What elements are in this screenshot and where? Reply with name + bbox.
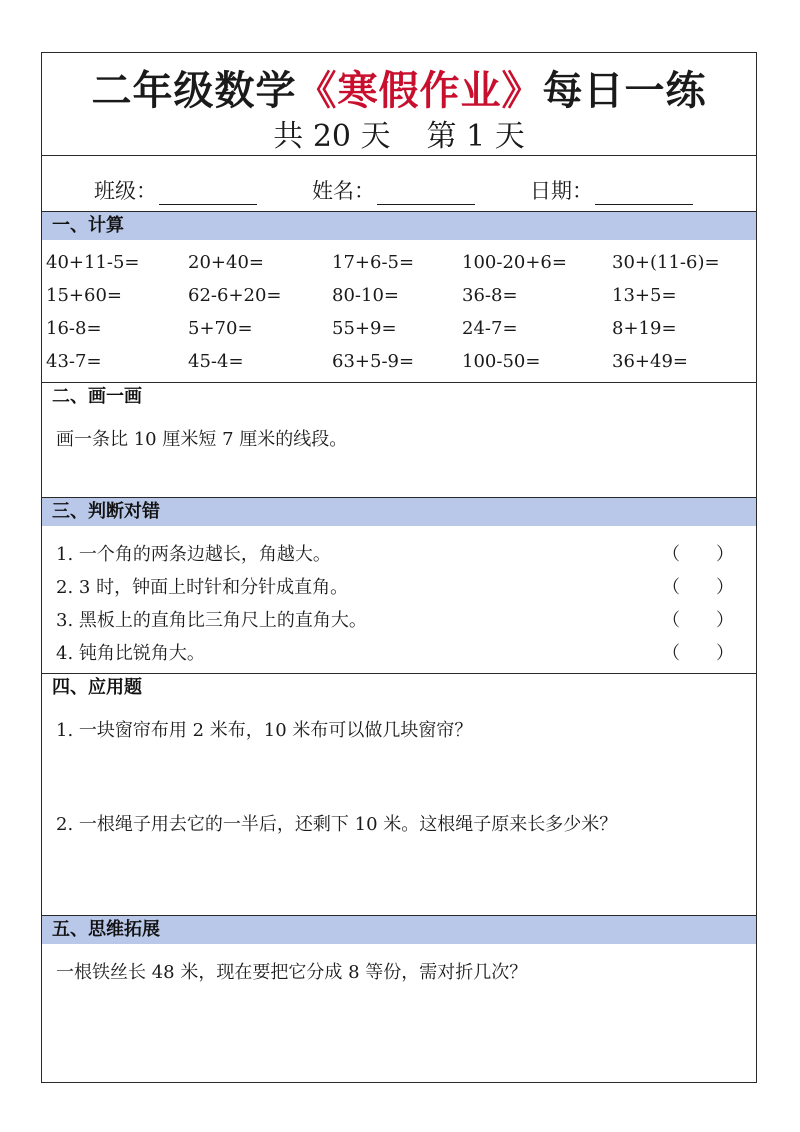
calc-problem: 63+5-9= [332,351,415,372]
calc-problem: 30+(11-6)= [612,252,720,273]
calc-problem: 13+5= [612,285,677,306]
judge-item: 1. 一个角的两条边越长，角越大。 [56,544,331,565]
subtitle-day-number: 第 1 天 [426,119,525,154]
calc-problem: 16-8= [46,318,102,339]
calculation-grid [42,240,756,370]
name-blank[interactable] [377,184,475,205]
title-block [42,53,756,156]
calc-problem: 62-6+20= [188,285,282,306]
word-problem-item: 1. 一块窗帘布用 2 米布，10 米布可以做几块窗帘？ [56,720,473,741]
answer-parentheses[interactable]: （ ） [662,577,734,598]
judge-item: 3. 黑板上的直角比三角尺上的直角大。 [56,610,367,631]
calc-problem: 15+60= [46,285,122,306]
title-practice: 每日一练 [542,68,707,114]
date-blank[interactable] [595,184,693,205]
section-header-drawing: 二、画一画 [42,383,756,411]
answer-parentheses[interactable]: （ ） [662,610,734,631]
calc-problem: 55+9= [332,318,397,339]
calc-problem: 45-4= [188,351,244,372]
section-header-calculation: 一、计算 [42,212,756,240]
calc-problem: 17+6-5= [332,252,415,273]
name-label: 姓名： [312,179,375,203]
calc-problem: 5+70= [188,318,253,339]
worksheet [41,52,757,1083]
worksheet-title [42,59,756,116]
calc-problem: 8+19= [612,318,677,339]
name-field [312,175,475,205]
calc-problem: 20+40= [188,252,264,273]
calc-problem: 43-7= [46,351,102,372]
calc-problem: 100-50= [462,351,541,372]
class-blank[interactable] [159,184,257,205]
answer-parentheses[interactable]: （ ） [662,643,734,664]
section-header-thinking-extension: 五、思维拓展 [42,916,756,944]
date-field [530,175,693,205]
judge-item: 2. 3 时，钟面上时针和分针成直角。 [56,577,349,598]
calc-problem: 36+49= [612,351,688,372]
section-true-false [42,497,756,673]
student-info-row [42,155,756,211]
class-field [94,175,257,205]
drawing-question: 画一条比 10 厘米短 7 厘米的线段。 [56,429,348,450]
subtitle-total-days: 共 20 天 [273,119,391,154]
calc-problem: 80-10= [332,285,399,306]
calc-problem: 100-20+6= [462,252,567,273]
section-word-problems [42,673,756,915]
title-accent: 《寒假作业》 [296,68,543,114]
section-calculation [42,211,756,382]
thinking-question: 一根铁丝长 48 米，现在要把它分成 8 等份，需对折几次？ [56,962,528,983]
section-header-true-false: 三、判断对错 [42,498,756,526]
worksheet-subtitle [42,111,756,155]
section-thinking-extension [42,915,756,1082]
section-header-word-problems: 四、应用题 [42,674,756,702]
answer-parentheses[interactable]: （ ） [662,544,734,565]
calc-problem: 24-7= [462,318,518,339]
calc-problem: 36-8= [462,285,518,306]
title-grade: 二年级数学 [91,68,297,114]
date-label: 日期： [530,179,593,203]
section-drawing [42,382,756,497]
calc-problem: 40+11-5= [46,252,140,273]
class-label: 班级： [94,179,157,203]
judge-item: 4. 钝角比锐角大。 [56,643,205,664]
word-problem-item: 2. 一根绳子用去它的一半后，还剩下 10 米。这根绳子原来长多少米？ [56,814,618,835]
